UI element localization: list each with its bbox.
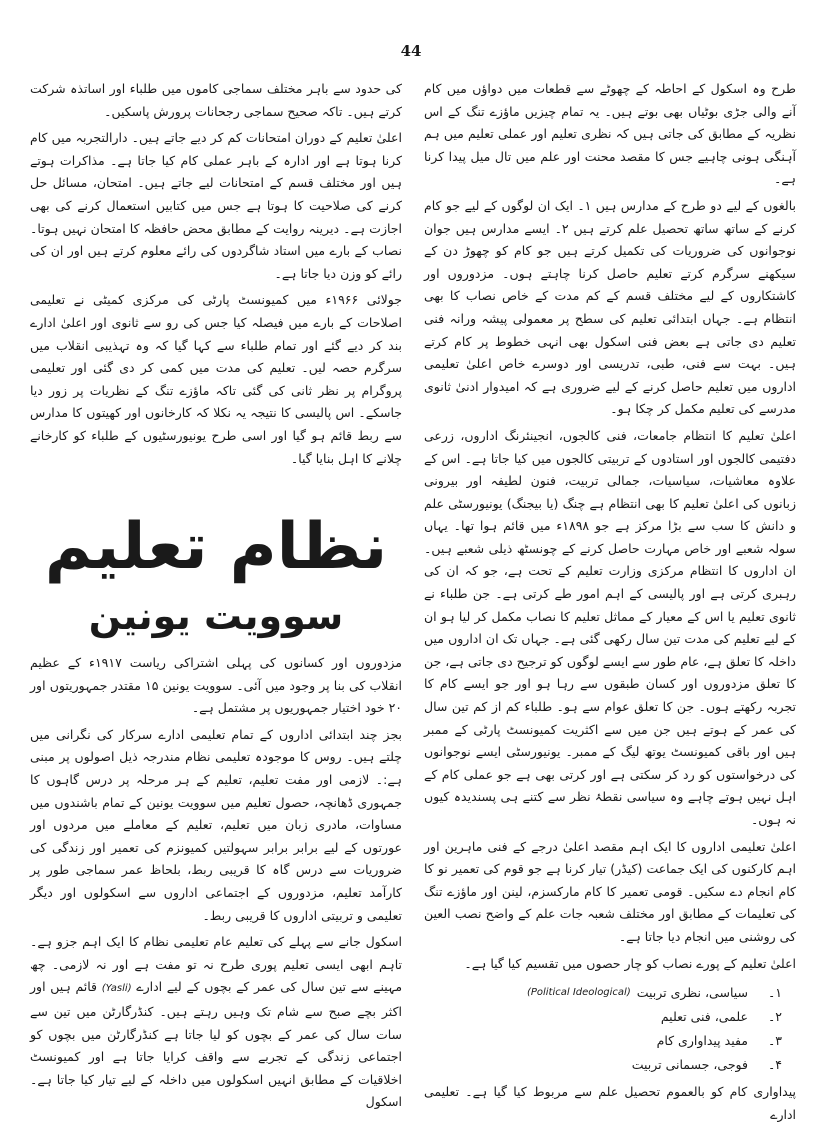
- list-text: فوجی، جسمانی تربیت: [631, 1057, 748, 1073]
- paragraph: کی حدود سے باہر مختلف سماجی کاموں میں طلباء اور اساتذہ شرکت کرتے ہیں۔ تاکہ صحیح سماجی رجحانات پرورش پاسکیں۔: [30, 81, 402, 119]
- paragraph: مزدوروں اور کسانوں کی پہلی اشتراکی ریاست ۱۹۱۷ء کے عظیم انقلاب کی بنا پر وجود میں آئی۔ سوویت یونین ۱۵ مقتدر جمہوریتوں اور ۲۰ خود اختیار جمہوریوں پر مشتمل ہے۔: [30, 655, 402, 716]
- list-item: [424, 1053, 796, 1077]
- paragraph-text: قائم ہیں اور اکثر بچے صبح سے شام تک وہیں رہتے ہیں۔ کنڈرگارٹن میں تین سے سات سال کی عمر کے بچوں کو لیا جاتا ہے کنڈرگارٹن میں بچوں کو اجتماعی زندگی کے تجربے سے واقف کرایا جاتا ہے اور کمیونسٹ اخلاقیات کے مطابق انہیں اسکولوں میں داخلہ کے لیے تیار کیا جاتا ہے۔ اسکول: [30, 979, 402, 1110]
- section-headline: [30, 506, 402, 642]
- list-item: [424, 981, 796, 1005]
- list-item: [424, 1029, 796, 1053]
- list-item: [424, 1005, 796, 1029]
- list-text: سیاسی، نظری تربیت: [636, 985, 748, 1001]
- list-number: ۳۔: [767, 1033, 782, 1049]
- list-latin: (Political Ideological): [526, 987, 631, 999]
- paragraph: طرح وہ اسکول کے احاطہ کے چھوٹے سے قطعات میں دواؤں میں کام آنے والی جڑی بوٹیاں بھی بوتے ہیں۔ یہ تمام چیزیں ماؤزے تنگ کے اس نظریہ کے مطابق کی جاتی ہیں کہ نظری تعلیم اور عملی تعلیم میں ہم آہنگی ہونی چاہیے جس کا مقصد محنت اور علم میں تال میل پیدا کرنا ہے۔: [424, 81, 796, 187]
- headline-title: نظام تعلیم: [44, 510, 388, 585]
- list-text: علمی، فنی تعلیم: [660, 1009, 748, 1025]
- list-text: مفید پیداواری کام: [656, 1033, 748, 1049]
- curriculum-list: [424, 981, 796, 1077]
- paragraph: بجز چند ابتدائی اداروں کے تمام تعلیمی ادارے سرکار کی نگرانی میں چلتے ہیں۔ روس کا موجودہ تعلیمی نظام مندرجہ ذیل اصولوں پر مبنی ہے:۔ لازمی اور مفت تعلیم، تعلیم کے ہر مرحلہ پر درس گاہوں کا جمہوری ڈھانچہ، حصول تعلیم میں سوویت یونین کے تمام باشندوں میں مساوات، مادری زبان میں تعلیم، تعلیم کے معاملے میں مردوں اور عورتوں کے لیے برابر برابر سہولتیں کمیونزم کی تعمیر اور زندگی کی ضروریات سے درس گاہ کا قریبی ربط، بلحاظ عمر سماجی طور پر کارآمد تعلیم، مزدوروں کے اجتماعی اداروں سے اسکولوں اور دیگر تعلیمی و تربیتی اداروں کا قریبی ربط۔: [30, 726, 402, 923]
- paragraph: [30, 931, 402, 1114]
- left-column: [30, 78, 402, 1118]
- paragraph: جولائی ۱۹۶۶ء میں کمیونسٹ پارٹی کی مرکزی کمیٹی نے تعلیمی اصلاحات کے بارے میں فیصلہ کیا جس کی رو سے ثانوی اور اعلیٰ ادارے بند کر دیے گئے اور تمام طلباء سے کہا گیا کہ وہ تہذیبی انقلاب میں سرگرم حصہ لیں۔ تعلیم کی مدت میں کمی کر دی گئی اور تعلیمی پروگرام پر نظر ثانی کی گئی تاکہ ماؤزے تنگ کے نظریات پر زور دیا جاسکے۔ اس پالیسی کا نتیجہ یہ نکلا کہ کارخانوں اور کھیتوں کا مدارس سے ربط قائم ہو گیا اور اسی طرح یونیورسٹیوں کے طلباء کو کارخانے چلانے کا اہل بنایا گیا۔: [30, 292, 402, 466]
- list-number: ۴۔: [767, 1057, 782, 1073]
- paragraph: پیداواری کام کو بالعموم تحصیل علم سے مربوط کیا گیا ہے۔ تعلیمی ادارے: [424, 1084, 796, 1122]
- paragraph: اعلیٰ تعلیمی اداروں کا ایک اہم مقصد اعلیٰ درجے کے فنی ماہرین اور اہم کارکنوں کی ایک جماعت (کیڈر) تیار کرنا ہے جو قوم کی تعمیر نو کا کام انجام دے سکیں۔ قومی تعمیر کا کام مارکسزم، لینن اور ماؤزے تنگ کی تعلیمات کے مطابق اور مختلف شعبہ جات علم کے واضح نصب العین کی روشنی میں انجام دیا جاتا ہے۔: [424, 838, 796, 944]
- paragraph: اعلیٰ تعلیم کے دوران امتحانات کم کر دیے جاتے ہیں۔ دارالتجربہ میں کام کرنا ہوتا ہے اور ادارہ کے باہر عملی کام کیا جاتا ہے۔ مذاکرات ہوتے ہیں اور مختلف قسم کے امتحانات لیے جاتے ہیں۔ امتحان، مسائل حل کرنے کی صلاحیت کا ہوتا ہے جس میں کتابیں استعمال کرنے کی بھی اجازت ہے۔ دیرینہ روایت کے مطابق محض حافظہ کا امتحان نہیں ہوتا۔ نصاب کے بارے میں استاد شاگردوں کی رائے معلوم کرتے ہیں اور ان کی رائے کو وزن دیا جاتا ہے۔: [30, 130, 402, 281]
- paragraph: بالغوں کے لیے دو طرح کے مدارس ہیں ۱۔ ایک ان لوگوں کے لیے جو کام کرنے کے ساتھ ساتھ تحصیل علم کرتے ہیں ۲۔ ایسے مدارس ہیں جوان نوجوانوں کی ضروریات کی تکمیل کرتے ہیں جو کام کو چھوڑ دن کے سیکھنے سرگرم کرتے تعلیم حاصل کرنا چاہتے ہوں۔ مزدوروں اور کاشتکاروں کے لیے مختلف قسم کے کم مدت کے خاص نصاب کا بھی انتظام ہے۔ جہاں ابتدائی تعلیم کی سطح پر معمولی پیشہ ورانہ فنی تعلیم دی جاتی ہے بعض فنی اسکول بھی انہی خطوط پر کام کرتے ہیں۔ بہت سے فنی، طبی، تدریسی اور دوسرے خاص اعلیٰ تعلیمی اداروں میں تعلیم حاصل کرنے کے لیے ضروری ہے کہ امیدوار ادنیٰ ثانوی مدرسے کی تعلیم مکمل کر چکا ہو۔: [424, 197, 796, 417]
- headline-subtitle: سوویت یونین: [88, 594, 344, 639]
- latin-term: (Yasli): [101, 983, 132, 995]
- list-intro: اعلیٰ تعلیم کے پورے نصاب کو چار حصوں میں تقسیم کیا گیا ہے۔: [464, 955, 796, 971]
- paragraph-text: اسکول جانے سے پہلے کی تعلیم عام تعلیمی نظام کا ایک اہم جزو ہے۔ تاہم ابھی ایسی تعلیم پوری طرح نہ تو مفت ہے اور نہ لازمی۔ چھ مہینے سے تین سال کی عمر کے بچوں کے لیے ادارے: [30, 934, 403, 995]
- paragraph: اعلیٰ تعلیم کا انتظام جامعات، فنی کالجوں، انجینئرنگ اداروں، زرعی دفتیمی کالجوں اور استادوں کے تربیتی کالجوں میں کیا جاتا ہے۔ اس کے علاوہ معاشیات، سیاسیات، جمالی تربیت، فنون لطیفہ اور بیرونی زبانوں کی اعلیٰ تعلیم کا بھی انتظام ہے چنگ (یا بیجنگ) یونیورسٹی علم و دانش کا سب سے بڑا مرکز ہے جو ۱۸۹۸ء میں قائم ہوا تھا۔ یہاں سولہ شعبے اور خاص مہارت حاصل کرنے کے چونسٹھ ذیلی شعبے ہیں۔ ان اداروں کا انتظام مرکزی وزارت تعلیم کے تحت ہے، جو کہ ان کی رہبری کرتی ہے اور پالیسی کے اہم امور طے کرتی ہے۔ جن طلباء نے ثانوی تعلیم یا اس کے معیار کے مماثل تعلیم کا نصاب مکمل کر لیا ہو ان کے لیے تعلیم کی مدت تین سال رکھی گئی ہے۔ جہاں تک ان اداروں میں داخلہ کا تعلق ہے، عام طور سے ایسے لوگوں کو ترجیح دی جاتی ہے، جن کا تعلق مزدوروں اور کسان طبقوں سے رہا ہو اور جو ایسے کام کا تجربہ رکھتے ہوں۔ جن کا تعلق عوام سے ہو۔ طلباء کم از کم تین سال کی عمر کے ہوتے ہیں جن میں سے اکثریت کمیونسٹ پارٹی کے ممبر ہیں اور باقی کمیونسٹ یوتھ لیگ کے ممبر۔ یونیورسٹی ایسے نوجوانوں کی درخواستوں کو رد کر سکتی ہے اور کرتی بھی ہے جو عملی کام کے اہل نہیں ہوتے چاہے وہ سیاسی نقطۂ نظر سے کتنے ہی پسندیدہ کیوں نہ ہوں۔: [424, 427, 796, 827]
- right-column: [424, 78, 796, 1130]
- list-number: ۱۔: [767, 985, 782, 1001]
- page-number: 44: [400, 42, 422, 60]
- list-number: ۲۔: [767, 1009, 782, 1025]
